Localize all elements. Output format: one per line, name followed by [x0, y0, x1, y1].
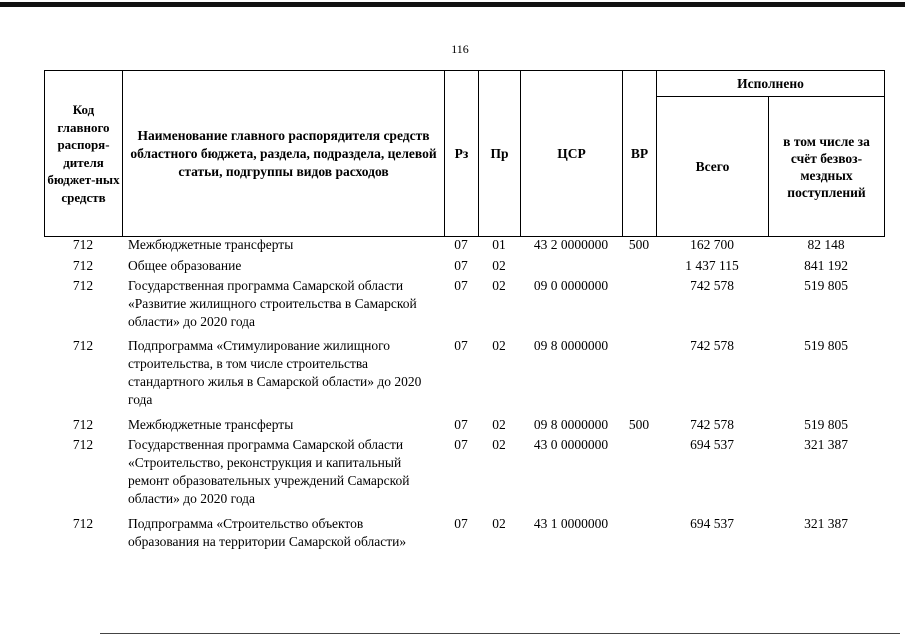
header-name: Наименование главного распорядителя средств областного бюджета, раздела, подраздела, целевой статьи, подгруппы видов расходов: [123, 71, 445, 237]
row-name: Государственная программа Самарской области «Развитие жилищного строительства в Самарской области» до 2020 года: [128, 278, 417, 329]
top-border-bar: [0, 2, 905, 7]
row-free: 321 387: [804, 437, 848, 452]
row-name: Межбюджетные трансферты: [128, 417, 294, 432]
row-pr: 02: [492, 338, 506, 353]
header-csr: ЦСР: [521, 71, 623, 237]
row-code: 712: [72, 338, 94, 353]
header-vr: ВР: [623, 71, 657, 237]
row-rz: 07: [454, 237, 468, 252]
row-pr: 02: [492, 417, 506, 432]
header-rz: Рз: [445, 71, 479, 237]
row-code: 712: [72, 237, 94, 252]
row-rz: 07: [454, 437, 468, 452]
header-executed: Исполнено: [657, 71, 885, 97]
row-free: 82 148: [807, 237, 845, 252]
row-free: 321 387: [804, 516, 848, 531]
row-pr: 02: [492, 516, 506, 531]
header-total: Всего: [657, 97, 769, 237]
row-name: Межбюджетные трансферты: [128, 237, 294, 252]
row-total: 694 537: [690, 437, 734, 452]
table-header: [44, 70, 885, 237]
row-pr: 02: [492, 437, 506, 452]
row-csr: 09 0 0000000: [533, 278, 609, 293]
header-free: в том числе за счёт безвоз-мездных поступлений: [769, 97, 885, 237]
page-number: 116: [451, 42, 469, 56]
row-pr: 01: [492, 237, 506, 252]
row-vr: 500: [628, 417, 650, 432]
row-total: 742 578: [690, 417, 734, 432]
row-pr: 02: [492, 278, 506, 293]
row-rz: 07: [454, 417, 468, 432]
row-rz: 07: [454, 258, 468, 273]
row-total: 162 700: [690, 237, 734, 252]
row-csr: 43 2 0000000: [533, 237, 609, 252]
header-pr: Пр: [479, 71, 521, 237]
row-rz: 07: [454, 516, 468, 531]
row-name: Подпрограмма «Стимулирование жилищного строительства, в том числе строительства стандартного жилья в Самарской области» до 2020 года: [128, 338, 422, 407]
row-csr: 09 8 0000000: [533, 338, 609, 353]
row-csr: 43 0 0000000: [533, 437, 609, 452]
row-pr: 02: [492, 258, 506, 273]
bottom-divider: [100, 633, 900, 634]
row-free: 519 805: [804, 338, 848, 353]
row-code: 712: [72, 258, 94, 273]
row-vr: 500: [628, 237, 650, 252]
header-code: Код главного распоря-дителя бюджет-ных средств: [45, 71, 123, 237]
row-total: 1 437 115: [685, 258, 739, 273]
row-name: Общее образование: [128, 258, 242, 273]
row-rz: 07: [454, 278, 468, 293]
row-csr: 09 8 0000000: [533, 417, 609, 432]
row-free: 519 805: [804, 278, 848, 293]
row-code: 712: [72, 278, 94, 293]
row-csr: 43 1 0000000: [533, 516, 609, 531]
row-name: Подпрограмма «Строительство объектов образования на территории Самарской области»: [128, 516, 407, 549]
row-total: 742 578: [690, 338, 734, 353]
row-free: 841 192: [804, 258, 848, 273]
row-total: 694 537: [690, 516, 734, 531]
row-code: 712: [72, 437, 94, 452]
row-free: 519 805: [804, 417, 848, 432]
row-code: 712: [72, 417, 94, 432]
row-total: 742 578: [690, 278, 734, 293]
row-name: Государственная программа Самарской области «Строительство, реконструкция и капитальный ремонт образовательных учреждений Самарской области» до 2020 года: [128, 437, 410, 506]
row-rz: 07: [454, 338, 468, 353]
row-code: 712: [72, 516, 94, 531]
